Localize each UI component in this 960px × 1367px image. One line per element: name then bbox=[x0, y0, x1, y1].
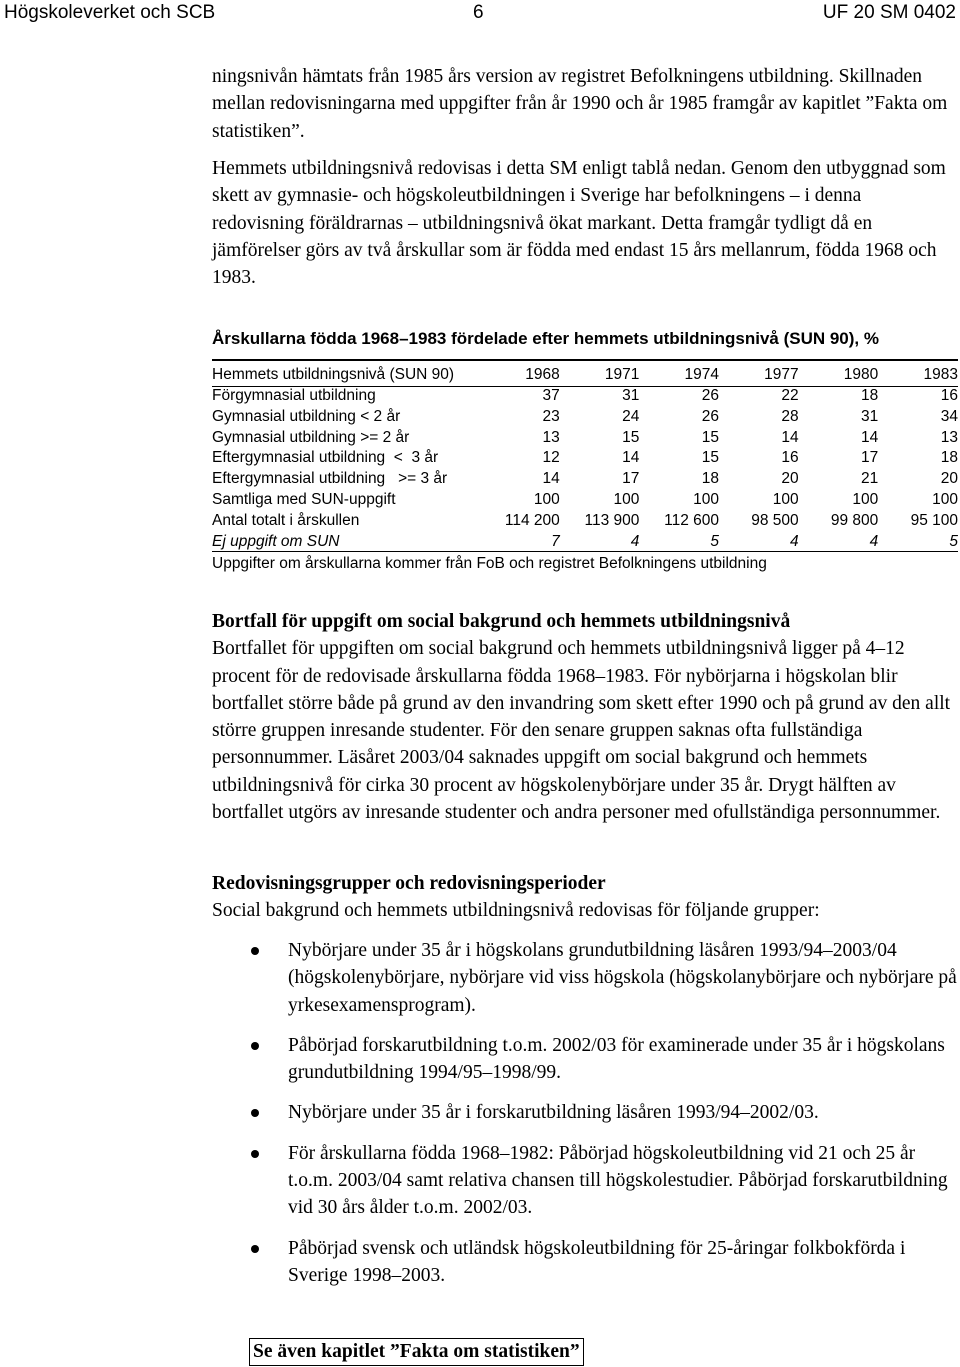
row-value: 20 bbox=[781, 470, 799, 488]
row-value: 31 bbox=[622, 387, 640, 404]
row-value: 22 bbox=[781, 387, 799, 404]
row-value: 18 bbox=[940, 449, 958, 467]
row-value: 100 bbox=[772, 490, 799, 508]
row-label: Gymnasial utbildning >= 2 år bbox=[212, 428, 410, 446]
row-value: 100 bbox=[852, 490, 879, 508]
row-label: Förgymnasial utbildning bbox=[212, 387, 376, 404]
row-value: 23 bbox=[542, 407, 560, 425]
section-bortfall bbox=[212, 608, 952, 826]
table-row bbox=[212, 469, 958, 490]
list-item: Nybörjare under 35 år i forskarutbildning läsåren 1993/94–2002/03. bbox=[212, 1099, 958, 1126]
row-value: 21 bbox=[861, 470, 879, 488]
row-value: 100 bbox=[533, 490, 560, 508]
row-value: 100 bbox=[693, 490, 720, 508]
row-value: 18 bbox=[861, 387, 879, 404]
row-value: 14 bbox=[542, 470, 560, 488]
row-label: Antal totalt i årskullen bbox=[212, 511, 360, 529]
row-value: 98 500 bbox=[751, 511, 799, 529]
row-label: Samtliga med SUN-uppgift bbox=[212, 490, 396, 508]
row-value: 13 bbox=[542, 428, 560, 446]
header-cell-year: 1977 bbox=[764, 366, 799, 383]
row-value: 112 600 bbox=[664, 511, 720, 529]
row-value: 14 bbox=[781, 428, 799, 446]
table-header-row bbox=[212, 363, 958, 386]
section-body: Bortfallet för uppgiften om social bakgrund och hemmets utbildningsnivå ligger på 4–12 procent för de redovisade årskullarna födda 1968–1983. För nybörjarna i högskolan blir bortfallet större både på grund av den invandring som skett efter 1990 och på grund av den allt större gruppen inresande studenter. För den senare gruppen saknas ofta fullständiga personnummer. Läsåret 2003/04 saknades uppgift om social bakgrund och hemmets utbildningsnivå för cirka 30 procent av högskolenybörjare under 35 år. Drygt hälften av bortfallet utgörs av inresande studenter och andra personer med ofullständiga personnummer. bbox=[212, 638, 951, 824]
intro-paragraph-1-text: ningsnivån hämtats från 1985 års version av registret Befolkningens utbildning. Skillnaden mellan redovisningarna med uppgifter från år 1990 och år 1985 framgår av kapitlet ”Fakta om statistiken”. bbox=[212, 66, 948, 142]
group-list bbox=[212, 937, 958, 1302]
row-value: 13 bbox=[940, 428, 958, 446]
row-value: 4 bbox=[869, 532, 879, 550]
row-value: 99 800 bbox=[830, 511, 879, 529]
section-heading: Redovisningsgrupper och redovisningsperioder bbox=[212, 873, 606, 894]
section-redovisningsgrupper bbox=[212, 870, 952, 925]
header-cell-year: 1983 bbox=[923, 366, 958, 383]
row-value: 114 200 bbox=[504, 511, 560, 529]
header-cell-year: 1980 bbox=[843, 366, 879, 383]
row-value: 7 bbox=[551, 532, 560, 550]
table-row bbox=[212, 490, 958, 511]
list-item: Påbörjad svensk och utländsk högskoleutbildning för 25-åringar folkbokförda i Sverige 1998–2003. bbox=[212, 1235, 958, 1290]
page-number: 6 bbox=[473, 2, 484, 23]
row-value: 16 bbox=[781, 449, 799, 467]
table-source-note: Uppgifter om årskullarna kommer från FoB och registret Befolkningens utbildning bbox=[212, 555, 767, 572]
row-value: 17 bbox=[861, 449, 879, 467]
header-cell-year: 1968 bbox=[525, 366, 560, 383]
row-label: Eftergymnasial utbildning >= 3 år bbox=[212, 470, 448, 488]
table-row bbox=[212, 448, 958, 469]
row-value: 24 bbox=[622, 407, 640, 425]
row-value: 15 bbox=[701, 428, 720, 446]
row-value: 26 bbox=[701, 387, 720, 404]
table-row bbox=[212, 407, 958, 428]
intro-paragraph-2-text: Hemmets utbildningsnivå redovisas i detta SM enligt tablå nedan. Genom den utbyggnad som skett av gymnasie- och högskoleutbildningen i Sverige har befolkningens – i denna redovisning föräldrarnas – utbildningsnivå ökat markant. Detta framgår tydligt då en jämförelser görs av två årskullar som är födda med endast 15 års mellanrum, födda 1968 och 1983. bbox=[212, 158, 946, 289]
see-also-box: Se även kapitlet ”Fakta om statistiken” bbox=[249, 1338, 584, 1366]
row-value: 100 bbox=[613, 490, 640, 508]
row-value: 14 bbox=[861, 428, 879, 446]
row-value: 28 bbox=[781, 407, 799, 425]
row-value: 5 bbox=[710, 532, 720, 550]
section-heading: Bortfall för uppgift om social bakgrund och hemmets utbildningsnivå bbox=[212, 611, 791, 632]
list-item: Nybörjare under 35 år i högskolans grundutbildning läsåren 1993/94–2003/04 (högskolenybörjare, nybörjare vid viss högskola (högskolanybörjare och nybörjare på yrkesexamensprogram). bbox=[212, 937, 958, 1019]
header-publisher: Högskoleverket och SCB bbox=[4, 2, 216, 23]
table-row bbox=[212, 428, 958, 449]
header-report-id: UF 20 SM 0402 bbox=[822, 2, 956, 23]
row-value: 18 bbox=[701, 470, 720, 488]
row-value: 26 bbox=[701, 407, 720, 425]
table-title: Årskullarna födda 1968–1983 fördelade efter hemmets utbildningsnivå (SUN 90), % bbox=[212, 329, 879, 348]
row-value: 34 bbox=[940, 407, 958, 425]
row-label: Eftergymnasial utbildning < 3 år bbox=[212, 449, 439, 467]
row-value: 5 bbox=[949, 532, 958, 550]
row-value: 95 100 bbox=[910, 511, 958, 529]
row-value: 4 bbox=[630, 532, 640, 550]
section-body: Social bakgrund och hemmets utbildningsnivå redovisas för följande grupper: bbox=[212, 900, 820, 922]
row-label: Gymnasial utbildning < 2 år bbox=[212, 407, 401, 425]
row-value: 12 bbox=[542, 449, 560, 467]
row-value: 113 900 bbox=[584, 511, 640, 529]
header-cell-label: Hemmets utbildningsnivå (SUN 90) bbox=[212, 366, 455, 383]
row-value: 31 bbox=[861, 407, 879, 425]
row-value: 100 bbox=[932, 490, 958, 508]
row-value: 4 bbox=[790, 532, 799, 550]
intro-paragraph-1 bbox=[212, 63, 952, 145]
table-row bbox=[212, 511, 958, 532]
row-value: 17 bbox=[622, 470, 640, 488]
header-cell-year: 1971 bbox=[604, 366, 640, 383]
table-row bbox=[212, 386, 958, 407]
education-level-table bbox=[212, 363, 958, 552]
row-value: 15 bbox=[701, 449, 720, 467]
row-value: 14 bbox=[622, 449, 640, 467]
row-value: 37 bbox=[542, 387, 560, 404]
intro-paragraph-2 bbox=[212, 155, 952, 291]
table-row bbox=[212, 532, 958, 553]
list-item: För årskullarna födda 1968–1982: Påbörjad högskoleutbildning vid 21 och 25 år t.o.m. 2003/04 samt relativa chansen till högskolestudier. Påbörjad forskarutbildning vid 30 års ålder t.o.m. 2002/03. bbox=[212, 1140, 958, 1222]
row-label: Ej uppgift om SUN bbox=[212, 532, 340, 550]
header-cell-year: 1974 bbox=[684, 366, 720, 383]
list-item: Påbörjad forskarutbildning t.o.m. 2002/03 för examinerade under 35 år i högskolans grundutbildning 1994/95–1998/99. bbox=[212, 1032, 958, 1087]
page-header bbox=[0, 0, 960, 30]
row-value: 16 bbox=[940, 387, 958, 404]
row-value: 20 bbox=[940, 470, 958, 488]
table-top-rule bbox=[212, 359, 958, 361]
row-value: 15 bbox=[622, 428, 640, 446]
